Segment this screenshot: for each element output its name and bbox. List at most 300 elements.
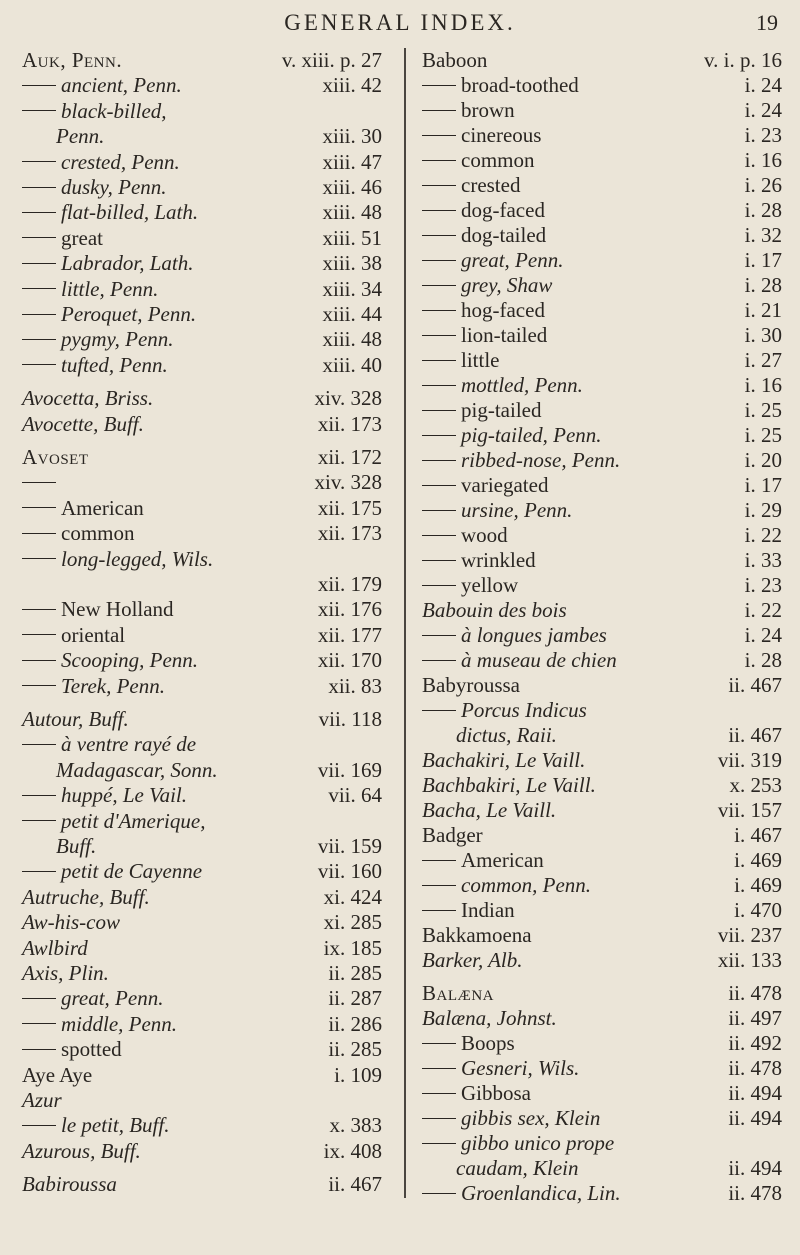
entry-term-text: brown [461, 98, 515, 122]
entry-term [22, 1112, 169, 1138]
entry-reference: xiii. 30 [322, 124, 382, 149]
entry-term-text: mottled, Penn. [461, 373, 583, 397]
entry-reference: i. 32 [744, 223, 782, 247]
entry-reference: xii. 170 [317, 648, 382, 673]
entry-term [22, 884, 150, 910]
page-header [0, 10, 800, 40]
ditto-dash [22, 187, 56, 188]
entry-term [22, 385, 153, 411]
index-entry [422, 347, 782, 373]
index-entry [22, 884, 382, 910]
index-entry [422, 822, 782, 848]
entry-reference: ii. 285 [328, 1037, 382, 1062]
entry-term [422, 222, 546, 248]
index-entry [22, 757, 382, 783]
entry-term [22, 706, 129, 732]
entry-term [22, 174, 167, 200]
index-entry [22, 1062, 382, 1088]
index-entry [422, 772, 782, 798]
entry-term-text: lion-tailed [461, 323, 548, 347]
entry-term-text: little [461, 348, 500, 372]
index-entry [422, 472, 782, 498]
ditto-dash [22, 110, 56, 111]
index-entry [22, 352, 382, 378]
entry-reference: xiii. 38 [322, 251, 382, 276]
entry-reference: xiii. 42 [322, 73, 382, 98]
entry-term-text: dusky, Penn. [61, 175, 167, 199]
entry-reference: ix. 185 [323, 935, 382, 960]
index-entry [422, 747, 782, 773]
entry-term-text: Autour, Buff. [22, 707, 129, 731]
index-entry [422, 872, 782, 898]
entry-term-text: Labrador, Lath. [61, 251, 194, 276]
index-entry [22, 909, 382, 935]
index-entry [422, 597, 782, 623]
index-entry [22, 1011, 382, 1037]
entry-term [22, 444, 89, 470]
entry-term [422, 847, 544, 873]
ditto-dash [422, 385, 456, 386]
entry-reference: ii. 478 [728, 981, 782, 1005]
right-index-column [422, 47, 782, 1237]
entry-reference: i. 25 [744, 423, 782, 447]
entry-term [422, 872, 591, 898]
index-entry [422, 222, 782, 248]
ditto-dash [422, 535, 456, 536]
entry-term [422, 372, 583, 398]
ditto-dash [422, 1143, 456, 1144]
entry-reference: xii. 179 [317, 572, 382, 596]
ditto-dash [22, 161, 56, 162]
ditto-dash [422, 210, 456, 211]
entry-term [422, 272, 552, 298]
entry-reference: i. 28 [744, 273, 782, 297]
entry-reference: x. 383 [329, 1113, 382, 1138]
entry-reference: vii. 64 [328, 783, 382, 808]
ditto-dash [422, 135, 456, 136]
entry-term [22, 47, 122, 73]
entry-term [422, 347, 500, 373]
index-entry [422, 672, 782, 698]
entry-reference: ii. 467 [728, 673, 782, 697]
entry-term [422, 1105, 600, 1131]
entry-term-text: Scooping, Penn. [61, 648, 199, 673]
entry-term-text: common [61, 521, 135, 546]
entry-term [456, 1155, 578, 1181]
entry-term [56, 757, 218, 783]
ditto-dash [22, 1049, 56, 1050]
entry-reference: i. 24 [744, 98, 782, 122]
index-entry [422, 47, 782, 73]
entry-reference: ii. 478 [728, 1056, 782, 1080]
entry-term [22, 469, 61, 495]
entry-term-text: hog-faced [461, 298, 545, 322]
entry-term-text: grey, Shaw [461, 273, 553, 297]
entry-term-text: Balæna, Johnst. [422, 1006, 557, 1030]
entry-reference: xiii. 40 [322, 352, 382, 377]
entry-reference: xii. 173 [317, 521, 382, 546]
entry-term-text: little, Penn. [61, 276, 159, 301]
entry-term [422, 897, 515, 923]
index-entry [422, 980, 782, 1006]
entry-term [422, 122, 541, 148]
entry-term-text: Badger [422, 823, 483, 847]
entry-term-text: à museau de chien [461, 648, 617, 672]
entry-term-text: common, Penn. [461, 873, 592, 897]
entry-term-text: Bachakiri, Le Vaill. [422, 748, 586, 772]
entry-reference: i. 24 [744, 73, 782, 97]
index-entry [422, 372, 782, 398]
entry-reference: x. 253 [729, 773, 782, 797]
index-entry [422, 647, 782, 673]
entry-term [422, 597, 567, 623]
entry-term-text: pig-tailed [461, 398, 542, 422]
index-entry [422, 97, 782, 123]
ditto-dash [422, 360, 456, 361]
index-entry [22, 444, 382, 470]
entry-reference: xii. 176 [317, 597, 382, 622]
entry-term-text: Penn. [56, 124, 105, 149]
entry-term [422, 622, 607, 648]
entry-reference: v. xiii. p. 27 [281, 48, 382, 72]
index-entry [422, 272, 782, 298]
entry-term [22, 596, 174, 622]
entry-term-text: caudam, Klein [456, 1156, 579, 1180]
entry-reference: xiii. 34 [322, 276, 382, 301]
ditto-dash [22, 660, 56, 661]
index-entry [422, 622, 782, 648]
entry-reference: ii. 467 [728, 723, 782, 747]
entry-reference: i. 470 [734, 898, 782, 922]
entry-term [22, 98, 167, 124]
ditto-dash [22, 558, 56, 559]
entry-reference: i. 30 [744, 323, 782, 347]
entry-term-text: ribbed-nose, Penn. [461, 448, 621, 472]
entry-reference: xiii. 48 [322, 200, 382, 225]
entry-reference: i. 29 [744, 498, 782, 522]
entry-reference: vii. 159 [317, 834, 382, 858]
entry-reference: vii. 237 [717, 923, 782, 947]
index-entry [22, 960, 382, 986]
index-entry [22, 1036, 382, 1062]
index-entry [22, 47, 382, 73]
entry-term-text: Aye Aye [22, 1062, 93, 1087]
index-entry [22, 858, 382, 884]
index-entry [422, 322, 782, 348]
index-entry [422, 1080, 782, 1106]
ditto-dash [422, 285, 456, 286]
entry-term-text: Awlbird [22, 935, 88, 960]
entry-term [22, 935, 88, 961]
entry-reference: i. 20 [744, 448, 782, 472]
ditto-dash [422, 85, 456, 86]
entry-reference: vii. 319 [717, 748, 782, 772]
entry-term-text: Aw-his-cow [22, 910, 120, 935]
entry-reference: ii. 286 [328, 1011, 382, 1036]
entry-reference: vii. 169 [317, 757, 382, 782]
index-entry [22, 596, 382, 622]
index-entry [22, 1112, 382, 1138]
index-entry [422, 897, 782, 923]
entry-term [422, 647, 617, 673]
entry-term-text: Madagascar, Sonn. [56, 757, 218, 782]
entry-term [422, 672, 520, 698]
entry-term-text: Balæna [422, 981, 495, 1005]
entry-term-text: common [461, 148, 535, 172]
entry-term [422, 97, 515, 123]
entry-reference: i. 469 [734, 848, 782, 872]
entry-term-text: great, Penn. [461, 248, 564, 272]
entry-term-text: Axis, Plin. [22, 961, 109, 985]
entry-reference: i. 21 [744, 298, 782, 322]
index-entry [422, 722, 782, 748]
entry-term [422, 447, 620, 473]
entry-term [22, 1036, 122, 1062]
ditto-dash [422, 235, 456, 236]
entry-reference: xii. 177 [317, 622, 382, 647]
column-divider [404, 48, 406, 1198]
entry-term [422, 822, 483, 848]
ditto-dash [22, 685, 56, 686]
entry-reference: i. 26 [744, 173, 782, 197]
index-entry [22, 326, 382, 352]
entry-term-text: cinereous [461, 123, 542, 147]
entry-term [22, 858, 202, 884]
index-entry [22, 276, 382, 302]
ditto-dash [22, 871, 56, 872]
entry-reference: i. 17 [744, 473, 782, 497]
ditto-dash [22, 998, 56, 999]
entry-term [22, 301, 196, 327]
left-index-column [22, 47, 382, 1237]
entry-reference: i. 467 [734, 823, 782, 847]
entry-reference: i. 17 [744, 248, 782, 272]
entry-reference: xii. 172 [317, 445, 382, 469]
entry-reference: ii. 285 [328, 961, 382, 985]
index-entry [22, 174, 382, 200]
entry-term-text: broad-toothed [461, 73, 579, 97]
entry-reference: i. 28 [744, 648, 782, 672]
index-entry [22, 1087, 382, 1113]
index-entry [22, 1171, 382, 1197]
index-entry [422, 547, 782, 573]
entry-term [422, 1030, 515, 1056]
index-entry [22, 199, 382, 225]
index-entry [22, 985, 382, 1011]
entry-term [22, 909, 120, 935]
ditto-dash [422, 710, 456, 711]
entry-term [22, 731, 196, 757]
index-entry [422, 72, 782, 98]
index-entry [422, 1155, 782, 1181]
ditto-dash [422, 660, 456, 661]
index-entry [422, 122, 782, 148]
entry-term [422, 172, 520, 198]
index-entry [22, 469, 382, 495]
entry-term-text: Gibbosa [461, 1081, 531, 1105]
index-entry [422, 1005, 782, 1031]
entry-reference: ii. 467 [328, 1172, 382, 1197]
ditto-dash [22, 482, 56, 483]
index-entry [422, 797, 782, 823]
entry-term-text: dictus, Raii. [456, 723, 557, 747]
index-entry [22, 72, 382, 98]
entry-reference: xiii. 48 [322, 327, 382, 352]
ditto-dash [422, 310, 456, 311]
entry-term-text: petit de Cayenne [61, 859, 203, 884]
entry-term-text: Azur [22, 1088, 62, 1112]
ditto-dash [422, 585, 456, 586]
entry-reference: ii. 478 [728, 1181, 782, 1205]
entry-term [22, 622, 125, 648]
index-entry [422, 147, 782, 173]
ditto-dash [422, 560, 456, 561]
index-entry [422, 1130, 782, 1156]
entry-term-text: Auk, Penn. [22, 48, 123, 72]
ditto-dash [22, 609, 56, 610]
entry-term [422, 1055, 579, 1081]
entry-term [422, 772, 596, 798]
index-entry [22, 546, 382, 572]
ditto-dash [22, 314, 56, 315]
entry-term [422, 72, 579, 98]
ditto-dash [22, 820, 56, 821]
entry-term-text: Babyroussa [422, 673, 520, 697]
entry-term-text: huppé, Le Vail. [61, 783, 187, 808]
entry-term-text: wood [461, 523, 508, 547]
index-entry [422, 572, 782, 598]
entry-term-text: Barker, Alb. [422, 948, 523, 972]
entry-term [22, 276, 158, 302]
entry-term-text: Boops [461, 1031, 515, 1055]
entry-term [22, 520, 135, 546]
entry-term [422, 1005, 557, 1031]
entry-term-text: Gesneri, Wils. [461, 1056, 580, 1080]
index-entry [422, 397, 782, 423]
entry-term [422, 797, 556, 823]
ditto-dash [422, 160, 456, 161]
index-entry [22, 1138, 382, 1164]
entry-term [422, 697, 587, 723]
entry-term [422, 497, 572, 523]
entry-reference: i. 33 [744, 548, 782, 572]
ditto-dash [422, 460, 456, 461]
entry-term-text: Groenlandica, Lin. [461, 1181, 621, 1205]
index-entry [422, 1030, 782, 1056]
entry-term [422, 547, 536, 573]
entry-term-text: great [61, 225, 103, 250]
entry-term-text: le petit, Buff. [61, 1113, 170, 1138]
ditto-dash [22, 1125, 56, 1126]
entry-term [56, 833, 96, 859]
entry-term-text: crested [461, 173, 521, 197]
entry-term-text: Indian [461, 898, 515, 922]
ditto-dash [422, 260, 456, 261]
entry-reference: xii. 83 [328, 673, 382, 698]
index-entry [22, 782, 382, 808]
entry-term [22, 149, 180, 175]
ditto-dash [422, 635, 456, 636]
index-entry [422, 197, 782, 223]
entry-term-text: Azurous, Buff. [22, 1138, 141, 1163]
entry-reference: xiii. 46 [322, 175, 382, 199]
entry-reference: vii. 118 [318, 707, 382, 731]
entry-reference: i. 469 [734, 873, 782, 897]
entry-term-text: New Holland [61, 597, 174, 622]
index-entry [422, 497, 782, 523]
entry-reference: xii. 173 [317, 411, 382, 436]
ditto-dash [422, 110, 456, 111]
entry-term [22, 808, 205, 834]
ditto-dash [22, 263, 56, 264]
entry-term-text: dog-tailed [461, 223, 547, 247]
entry-reference: i. 22 [744, 523, 782, 547]
entry-term [22, 1011, 177, 1037]
entry-term [422, 1180, 621, 1206]
entry-term [456, 722, 557, 748]
entry-term [22, 782, 187, 808]
entry-reference: i. 28 [744, 198, 782, 222]
ditto-dash [22, 1023, 56, 1024]
entry-term [22, 199, 198, 225]
entry-term-text: wrinkled [461, 548, 536, 572]
index-entry [22, 495, 382, 521]
entry-term [22, 1138, 141, 1164]
index-entry [422, 447, 782, 473]
index-entry [22, 411, 382, 437]
index-entry [22, 731, 382, 757]
entry-term [422, 422, 602, 448]
entry-term-text: Terek, Penn. [61, 673, 166, 698]
entry-term [422, 922, 532, 948]
entry-reference: xii. 175 [317, 495, 382, 520]
index-entry [422, 422, 782, 448]
entry-reference: xiii. 51 [322, 225, 382, 250]
ditto-dash [22, 212, 56, 213]
index-entry [422, 1180, 782, 1206]
ditto-dash [422, 1118, 456, 1119]
entry-reference: i. 16 [744, 373, 782, 397]
entry-reference: xiv. 328 [314, 470, 382, 495]
entry-term-text: pig-tailed, Penn. [461, 423, 602, 447]
entry-term [422, 197, 545, 223]
index-entry [22, 301, 382, 327]
entry-reference: i. 23 [744, 573, 782, 597]
ditto-dash [22, 237, 56, 238]
ditto-dash [22, 533, 56, 534]
entry-reference: ii. 494 [728, 1081, 782, 1105]
ditto-dash [22, 288, 56, 289]
entry-term [22, 225, 103, 251]
entry-term-text: middle, Penn. [61, 1011, 178, 1036]
entry-term [22, 1062, 92, 1088]
ditto-dash [22, 507, 56, 508]
index-entry [22, 571, 382, 597]
entry-term [22, 326, 174, 352]
entry-term [56, 123, 104, 149]
entry-term-text: black-billed, [61, 98, 167, 123]
entry-term [22, 546, 213, 572]
entry-term-text: spotted [61, 1037, 122, 1062]
ditto-dash [22, 744, 56, 745]
entry-term-text: Avocetta, Briss. [22, 386, 154, 411]
entry-term-text: Babiroussa [22, 1172, 117, 1197]
index-entry [422, 922, 782, 948]
entry-term-text: Bachbakiri, Le Vaill. [422, 773, 596, 797]
entry-term-text: gibbo unico prope [461, 1131, 615, 1155]
entry-term-text: crested, Penn. [61, 149, 180, 174]
entry-term [22, 673, 165, 699]
